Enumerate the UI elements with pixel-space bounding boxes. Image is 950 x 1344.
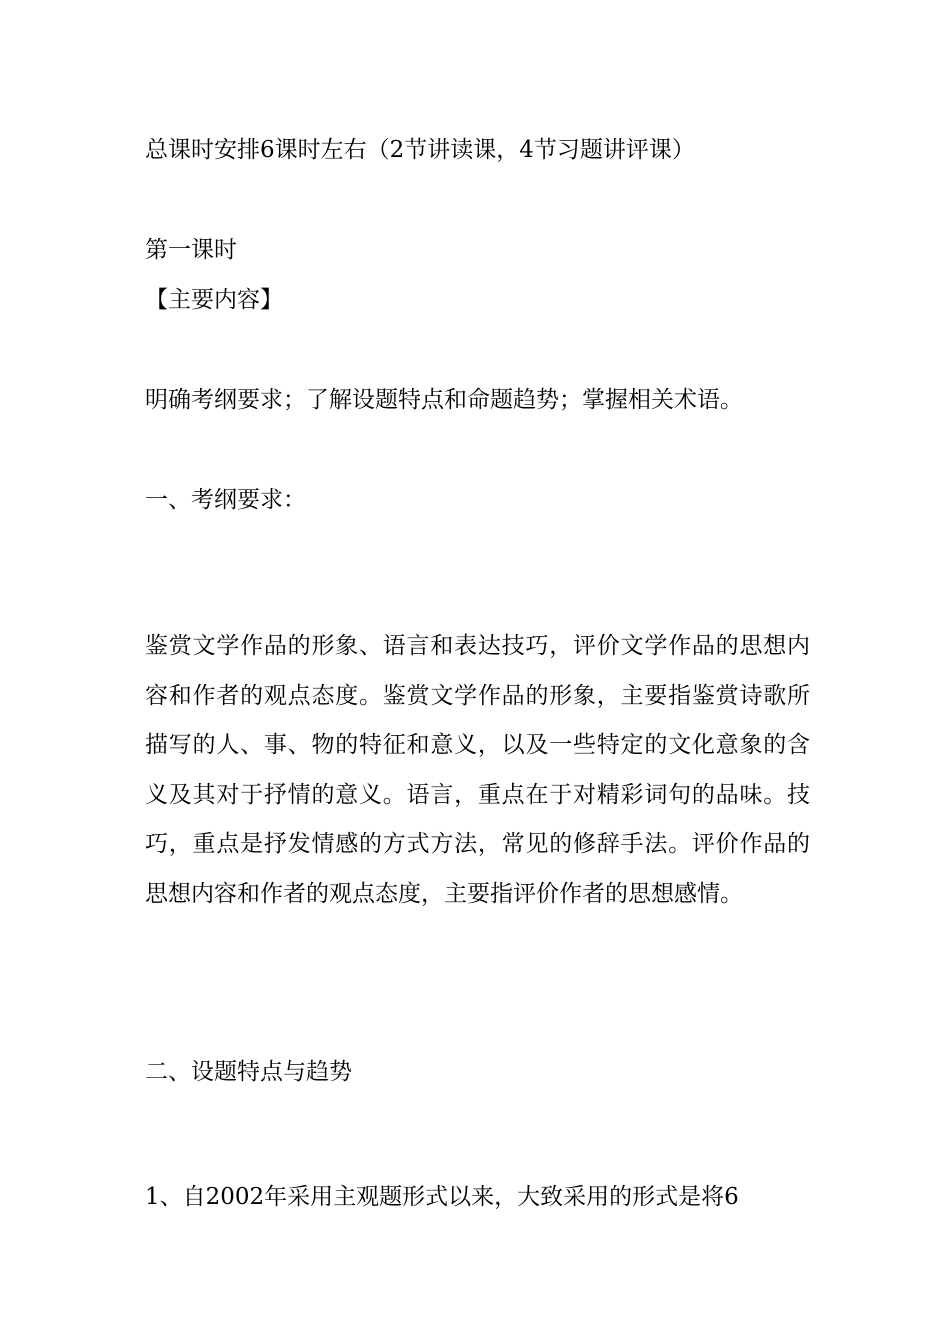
main-content-text: 明确考纲要求；了解设题特点和命题趋势；掌握相关术语。 [145,387,743,413]
section1-heading: 一、考纲要求： [145,487,306,513]
section2-heading: 二、设题特点与趋势 [145,1059,352,1085]
lesson-title: 第一课时 [145,237,237,263]
main-content-heading: 【主要内容】 [145,287,283,313]
section2-item1: 1、自2002年采用主观题形式以来，大致采用的形式是将6 [145,1184,739,1210]
section1-paragraph: 鉴赏文学作品的形象、语言和表达技巧，评价文学作品的思想内容和作者的观点态度。鉴赏文学作品的形象，主要指鉴赏诗歌所描写的人、事、物的特征和意义，以及一些特定的文化意象的含义及其对于抒情的意义。语言，重点在于对精彩词句的品味。技巧，重点是抒发情感的方式方法，常见的修辞手法。评价作品的思想内容和作者的观点态度，主要指评价作者的思想感情。 [145,633,810,907]
schedule-line: 总课时安排6课时左右（2节讲读课，4节习题讲评课） [145,137,695,163]
